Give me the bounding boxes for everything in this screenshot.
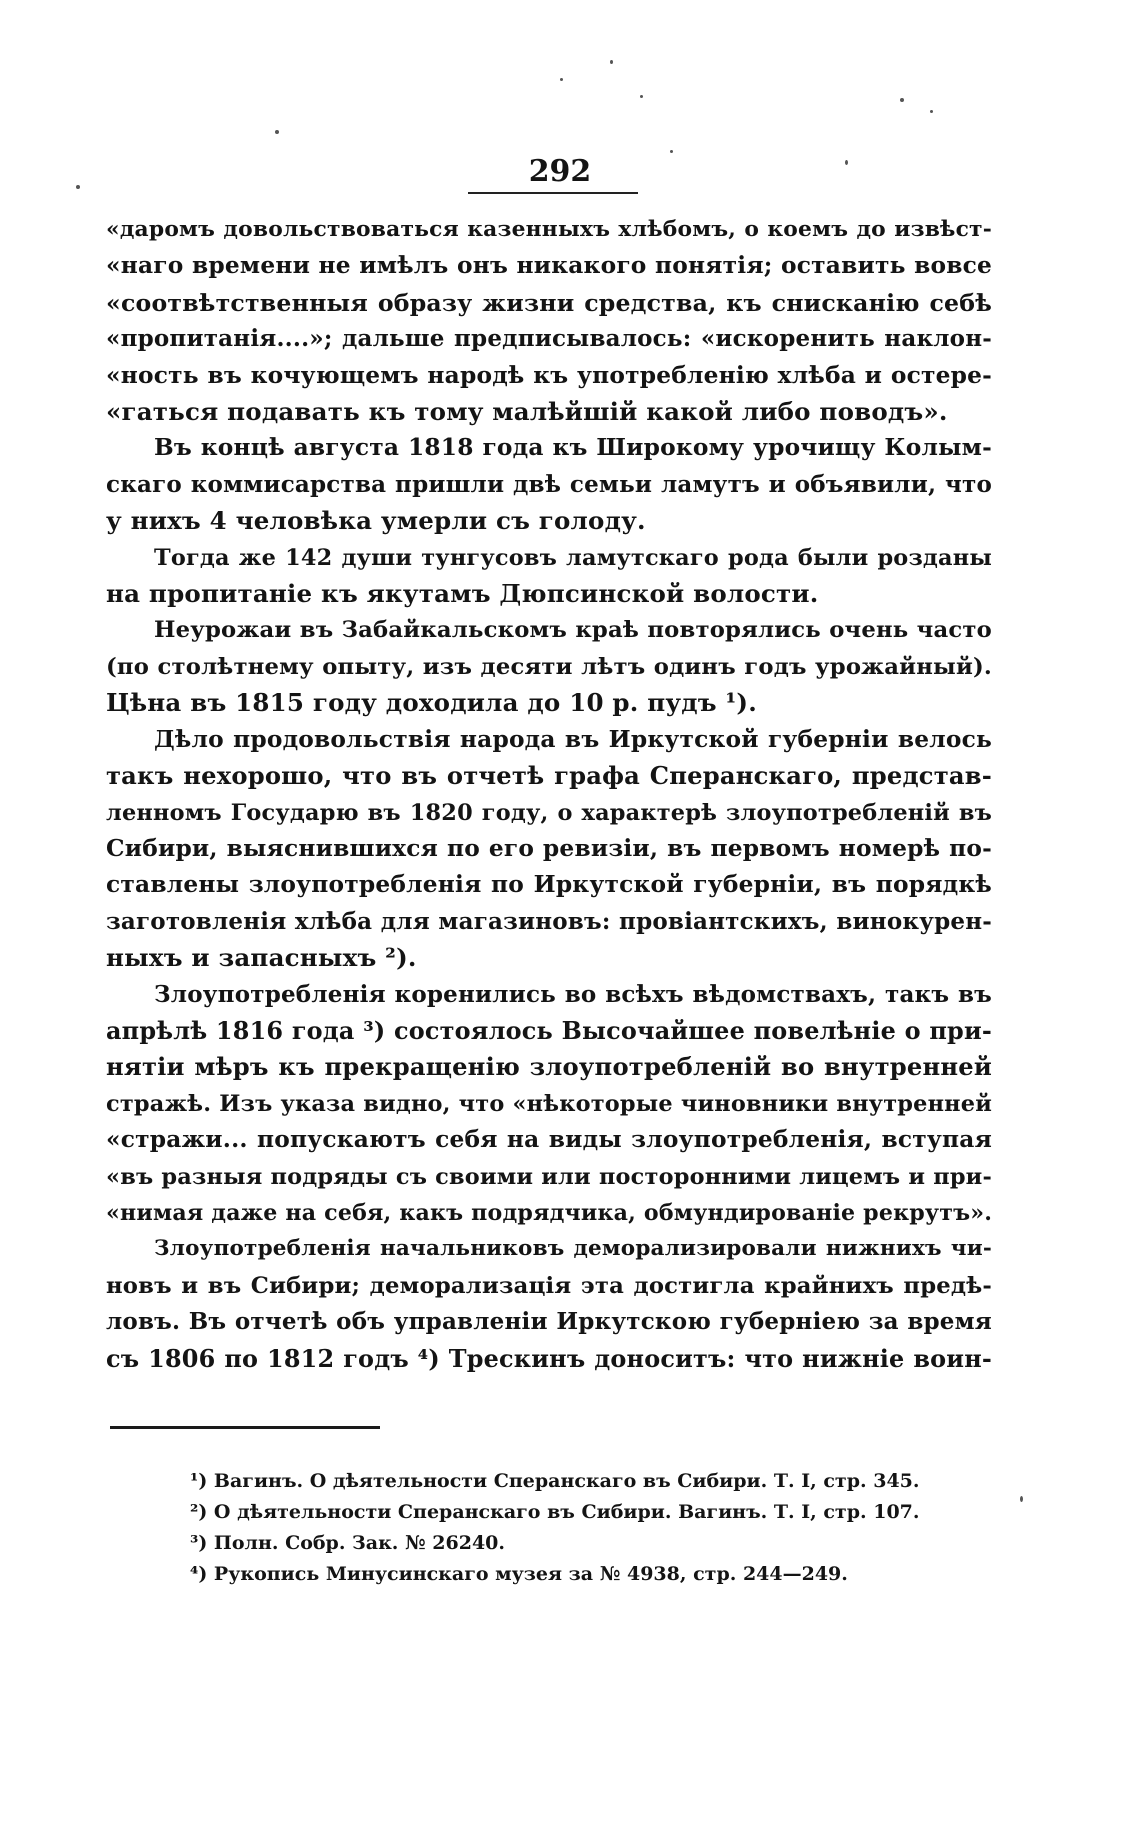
text-line: «ность въ кочующемъ народѣ къ употребленію хлѣба и остере- bbox=[106, 361, 992, 389]
text-line: ловъ. Въ отчетѣ объ управленіи Иркутскою губерніею за время bbox=[106, 1308, 992, 1336]
text-line: «нимая даже на себя, какъ подрядчика, обмундированіе рекрутъ». bbox=[106, 1199, 993, 1226]
paragraph bbox=[106, 540, 992, 613]
scan-speck bbox=[560, 78, 563, 81]
text-line: «даромъ довольствоваться казенныхъ хлѣбомъ, о коемъ до извѣст- bbox=[106, 217, 992, 242]
paragraph bbox=[106, 612, 992, 721]
text-line: Неурожаи въ Забайкальскомъ краѣ повторялись очень часто bbox=[154, 617, 992, 644]
text-line: ленномъ Государю въ 1820 году, о характерѣ злоупотребленій въ bbox=[106, 799, 992, 826]
text-line: Цѣна въ 1815 году доходила до 10 р. пудъ ¹). bbox=[106, 688, 757, 718]
text-line: съ 1806 по 1812 годъ ⁴) Трескинъ доноситъ: что нижніе воин- bbox=[106, 1344, 992, 1373]
text-line: новъ и въ Сибири; деморализація эта достигла крайнихъ предѣ- bbox=[106, 1272, 992, 1299]
footnote-rule bbox=[110, 1426, 380, 1429]
text-line: «пропитанія....»; дальше предписывалось: «искоренить наклон- bbox=[106, 325, 992, 353]
text-line: Злоупотребленія начальниковъ деморализировали нижнихъ чи- bbox=[154, 1236, 992, 1262]
paragraph bbox=[106, 430, 992, 539]
scan-speck bbox=[275, 130, 279, 134]
body-text bbox=[106, 212, 992, 1377]
text-line: Тогда же 142 души тунгусовъ ламутскаго рода были розданы bbox=[154, 544, 992, 571]
text-line: Въ концѣ августа 1818 года къ Широкому урочищу Колым- bbox=[154, 434, 992, 462]
text-line: «наго времени не имѣлъ онъ никакого понятія; оставить вовсе bbox=[106, 252, 992, 280]
footnote: ³) Полн. Собр. Зак. № 26240. bbox=[190, 1532, 506, 1554]
text-line: апрѣлѣ 1816 года ³) состоялось Высочайшее повелѣніе о при- bbox=[106, 1016, 992, 1045]
text-line: «стражи... попускаютъ себя на виды злоупотребленія, вступая bbox=[106, 1126, 992, 1154]
scan-speck bbox=[610, 60, 613, 64]
page-number-rule bbox=[468, 192, 638, 194]
scan-speck bbox=[76, 185, 80, 189]
text-line: ставлены злоупотребленія по Иркутской губерніи, въ порядкѣ bbox=[106, 871, 992, 899]
text-line: у нихъ 4 человѣка умерли съ голоду. bbox=[106, 506, 646, 536]
scan-speck bbox=[930, 110, 933, 113]
text-line: такъ нехорошо, что въ отчетѣ графа Сперанскаго, представ- bbox=[106, 761, 992, 791]
text-line: Дѣло продовольствія народа въ Иркутской губерніи велось bbox=[154, 725, 992, 753]
page-number: 292 bbox=[528, 154, 592, 189]
text-line: (по столѣтнему опыту, изъ десяти лѣтъ одинъ годъ урожайный). bbox=[106, 653, 992, 680]
text-line: Злоупотребленія коренились во всѣхъ вѣдомствахъ, такъ въ bbox=[154, 980, 992, 1008]
scan-speck bbox=[900, 98, 904, 102]
footnote: ¹) Вагинъ. О дѣятельности Сперанскаго въ Сибири. Т. I, стр. 345. bbox=[190, 1470, 920, 1492]
text-line: нятіи мѣръ къ прекращенію злоупотребленій во внутренней bbox=[106, 1052, 992, 1082]
paragraph bbox=[106, 212, 992, 430]
footnote: ²) О дѣятельности Сперанскаго въ Сибири. Вагинъ. Т. I, стр. 107. bbox=[190, 1501, 920, 1523]
text-line: на пропитаніе къ якутамъ Дюпсинской волости. bbox=[106, 579, 819, 609]
text-line: «соотвѣтственныя образу жизни средства, къ снисканію себѣ bbox=[106, 288, 992, 317]
footnote: ⁴) Рукопись Минусинскаго музея за № 4938, стр. 244—249. bbox=[190, 1563, 848, 1585]
text-line: скаго коммисарства пришли двѣ семьи ламутъ и объявили, что bbox=[106, 470, 992, 498]
text-line: «въ разныя подряды съ своими или посторонними лицемъ и при- bbox=[106, 1163, 992, 1190]
scan-speck bbox=[670, 150, 673, 153]
scan-speck bbox=[640, 95, 643, 98]
text-line: Сибири, выяснившихся по его ревизіи, въ первомъ номерѣ по- bbox=[106, 834, 992, 862]
paragraph bbox=[106, 722, 992, 977]
scan-speck bbox=[845, 160, 848, 165]
text-line: ныхъ и запасныхъ ²). bbox=[106, 943, 417, 973]
paragraph bbox=[106, 977, 992, 1232]
text-line: стражѣ. Изъ указа видно, что «нѣкоторые чиновники внутренней bbox=[106, 1090, 992, 1117]
text-line: заготовленія хлѣба для магазиновъ: провіантскихъ, винокурен- bbox=[106, 907, 992, 935]
scan-speck bbox=[1020, 1496, 1023, 1502]
text-line: «гаться подавать къ тому малѣйшій какой либо поводъ». bbox=[106, 397, 948, 427]
paragraph bbox=[106, 1231, 992, 1377]
footnotes bbox=[190, 1466, 950, 1590]
